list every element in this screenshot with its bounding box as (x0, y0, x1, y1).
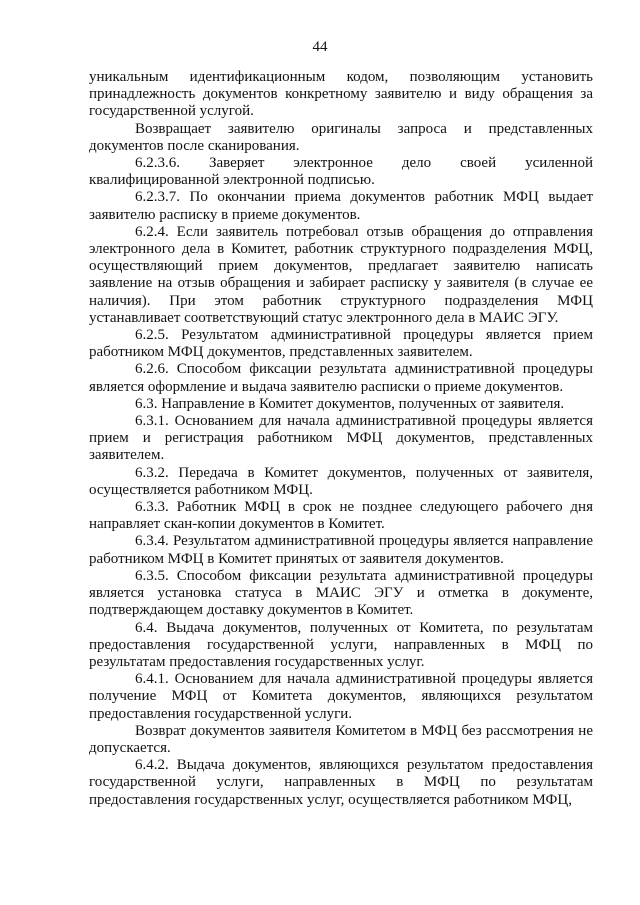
paragraph-return-originals: Возвращает заявителю оригиналы запроса и представленных документов после сканирования. (89, 120, 593, 154)
paragraph-6-4-2: 6.4.2. Выдача документов, являющихся результатом предоставления государственной услуги, направленных в МФЦ по результатам предоставления государственных услуг, осуществляется работником МФЦ, (89, 757, 593, 808)
document-body (89, 69, 593, 809)
paragraph-6-3-4: 6.3.4. Результатом административной процедуры является направление работником МФЦ в Комитет принятых от заявителя документов. (89, 533, 593, 567)
paragraph-6-2-3-7: 6.2.3.7. По окончании приема документов работник МФЦ выдает заявителю расписку в приеме документов. (89, 189, 593, 223)
paragraph-6-2-5: 6.2.5. Результатом административной процедуры является прием работником МФЦ документов, представленных заявителем. (89, 327, 593, 361)
page-number: 44 (312, 39, 328, 55)
paragraph-6-3: 6.3. Направление в Комитет документов, полученных от заявителя. (135, 395, 565, 412)
paragraph-6-2-4: 6.2.4. Если заявитель потребовал отзыв обращения до отправления электронного дела в Комитет, работник структурного подразделения МФЦ, осуществляющий прием документов, предлагает заявителю написать заявление на отзыв обращения и забирает расписку у заявителя (в случае ее наличия). При этом работник структурного подразделения МФЦ устанавливает соответствующий статус электронного дела в МАИС ЭГУ. (89, 223, 593, 326)
paragraph-6-2-6: 6.2.6. Способом фиксации результата административной процедуры является оформление и выдача заявителю расписки о приеме документов. (89, 361, 593, 395)
paragraph-6-3-1: 6.3.1. Основанием для начала административной процедуры является прием и регистрация работником МФЦ документов, представленных заявителем. (89, 413, 593, 464)
paragraph-6-4-1: 6.4.1. Основанием для начала административной процедуры является получение МФЦ от Комитета документов, являющихся результатом предоставления государственной услуги. (89, 671, 593, 722)
paragraph-6-3-5: 6.3.5. Способом фиксации результата административной процедуры является установка статуса в МАИС ЭГУ и отметка в документе, подтверждающем доставку документов в Комитет. (89, 567, 593, 619)
paragraph-6-2-3-6: 6.2.3.6. Заверяет электронное дело своей усиленной квалифицированной электронной подписью. (89, 155, 593, 189)
paragraph-6-3-3: 6.3.3. Работник МФЦ в срок не позднее следующего рабочего дня направляет скан-копии документов в Комитет. (89, 499, 593, 533)
paragraph-6-4: 6.4. Выдача документов, полученных от Комитета, по результатам предоставления государственной услуги, направленных в МФЦ по результатам предоставления государственных услуг. (89, 619, 593, 670)
paragraph-continuation: уникальным идентификационным кодом, позволяющим установить принадлежность документов конкретному заявителю и виду обращения за государственной услугой. (89, 69, 593, 120)
paragraph-return-not-allowed: Возврат документов заявителя Комитетом в МФЦ без рассмотрения не допускается. (89, 722, 593, 756)
paragraph-6-3-2: 6.3.2. Передача в Комитет документов, полученных от заявителя, осуществляется работником МФЦ. (89, 464, 593, 498)
